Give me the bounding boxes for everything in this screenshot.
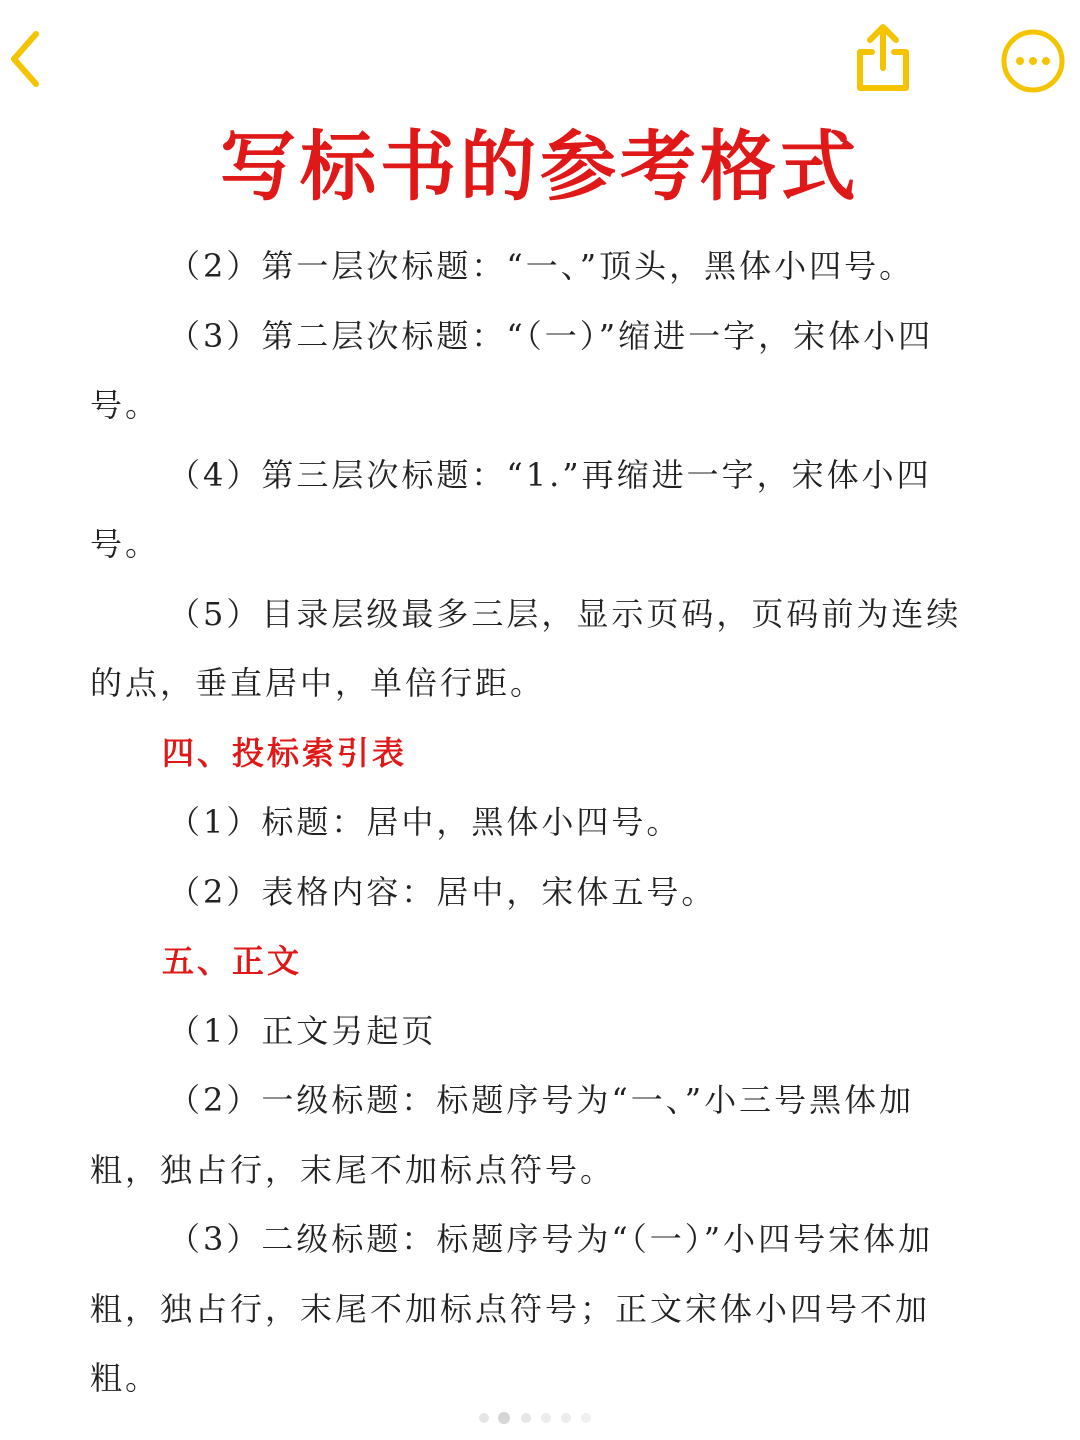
chevron-left-icon[interactable] [4,28,48,90]
share-icon[interactable] [852,22,914,94]
paragraph: （4）第三层次标题：“1.”再缩进一字，宋体小四号。 [90,455,932,563]
page-indicator [470,1408,610,1428]
paragraph: （2）第一层次标题：“一、”顶头，黑体小四号。 [168,247,915,285]
paragraph: （3）第二层次标题：“（一）”缩进一字，宋体小四号。 [90,316,934,424]
top-toolbar [0,0,1080,120]
paragraph: （2）表格内容：居中，宋体五号。 [168,872,717,911]
page-title: 写标书的参考格式 [220,122,860,211]
paragraph: （3）二级标题：标题序号为“（一）”小四号宋体加粗，独占行，末尾不加标点符号；正文宋体小四号不加粗。 [90,1220,934,1397]
paragraph: （5）目录层级最多三层，显示页码，页码前为连续的点，垂直居中，单倍行距。 [90,594,962,702]
section-heading-index-table: 四、投标索引表 [162,733,408,772]
paragraph: （1）正文另起页 [168,1011,437,1050]
document-body [90,232,970,1414]
more-icon[interactable] [1000,28,1066,94]
paragraph: （1）标题：居中，黑体小四号。 [168,803,682,841]
paragraph: （2）一级标题：标题序号为“一、”小三号黑体加粗，独占行，末尾不加标点符号。 [90,1081,915,1189]
section-heading-body-text: 五、正文 [162,942,303,980]
